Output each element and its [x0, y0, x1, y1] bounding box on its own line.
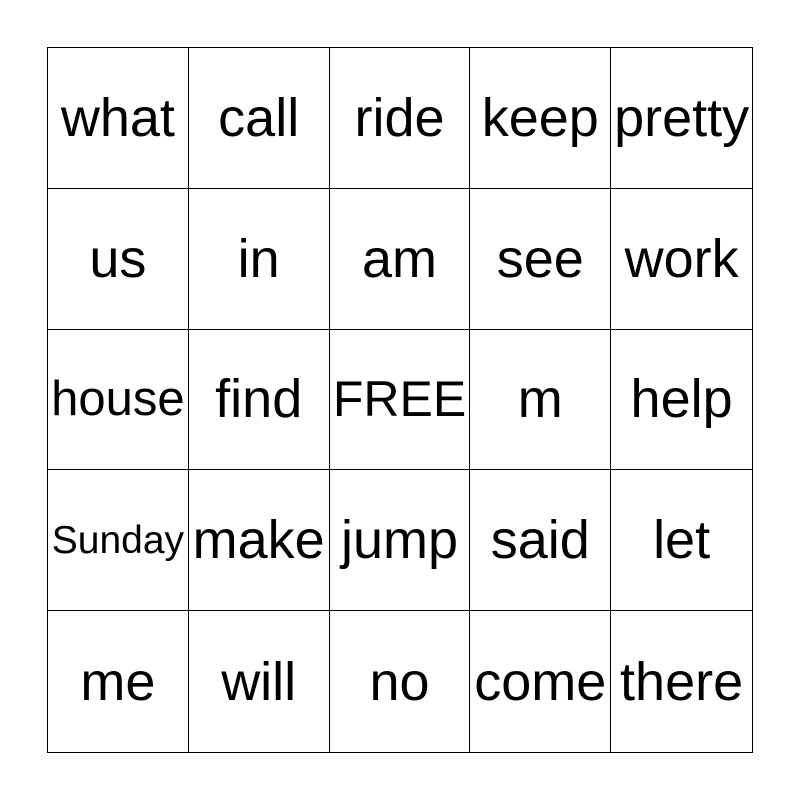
- bingo-cell-word: help: [630, 369, 733, 430]
- bingo-cell[interactable]: [189, 330, 330, 471]
- bingo-cell-word: in: [237, 228, 280, 289]
- bingo-cell-word: no: [369, 651, 430, 712]
- bingo-cell-word: us: [89, 228, 147, 289]
- bingo-cell[interactable]: [189, 611, 330, 752]
- bingo-cell-word: let: [653, 510, 711, 571]
- bingo-cell-word: pretty: [614, 87, 750, 148]
- bingo-cell-word: will: [221, 651, 297, 712]
- bingo-cell-word: me: [80, 651, 156, 712]
- bingo-cell-word: Sunday: [51, 518, 185, 562]
- bingo-cell[interactable]: [611, 470, 752, 611]
- bingo-cell-word: work: [624, 228, 739, 289]
- bingo-cell[interactable]: [470, 48, 611, 189]
- bingo-cell[interactable]: [470, 189, 611, 330]
- bingo-cell-word: see: [496, 228, 584, 289]
- bingo-cell-word: am: [361, 228, 437, 289]
- bingo-cell-word: m: [517, 369, 563, 430]
- bingo-cell[interactable]: [48, 189, 189, 330]
- bingo-cell[interactable]: [189, 189, 330, 330]
- bingo-cell[interactable]: [48, 470, 189, 611]
- bingo-cell[interactable]: [330, 611, 471, 752]
- bingo-cell-word: find: [215, 369, 303, 430]
- bingo-cell-word: ride: [354, 87, 445, 148]
- bingo-cell[interactable]: [48, 611, 189, 752]
- bingo-cell[interactable]: [470, 611, 611, 752]
- bingo-cell[interactable]: [611, 611, 752, 752]
- bingo-cell[interactable]: [611, 189, 752, 330]
- bingo-cell-word: call: [218, 87, 300, 148]
- bingo-cell-word: what: [60, 87, 175, 148]
- bingo-cell[interactable]: [48, 330, 189, 471]
- bingo-cell-word: jump: [340, 510, 459, 571]
- bingo-cell[interactable]: [611, 330, 752, 471]
- bingo-cell-word: there: [620, 651, 744, 712]
- bingo-cell[interactable]: [48, 48, 189, 189]
- bingo-cell[interactable]: [189, 48, 330, 189]
- bingo-card-grid: [47, 47, 753, 753]
- free-space-cell[interactable]: [330, 330, 471, 471]
- bingo-cell[interactable]: [611, 48, 752, 189]
- bingo-cell-word: said: [490, 510, 590, 571]
- bingo-cell[interactable]: [470, 330, 611, 471]
- bingo-cell-word: make: [192, 510, 325, 571]
- bingo-cell[interactable]: [470, 470, 611, 611]
- bingo-cell-word: keep: [481, 87, 599, 148]
- bingo-cell[interactable]: [189, 470, 330, 611]
- bingo-cell-word: come: [474, 651, 607, 712]
- bingo-cell[interactable]: [330, 189, 471, 330]
- bingo-cell[interactable]: [330, 470, 471, 611]
- bingo-cell-word: FREE: [332, 371, 467, 428]
- bingo-cell-word: house: [51, 371, 185, 426]
- bingo-cell[interactable]: [330, 48, 471, 189]
